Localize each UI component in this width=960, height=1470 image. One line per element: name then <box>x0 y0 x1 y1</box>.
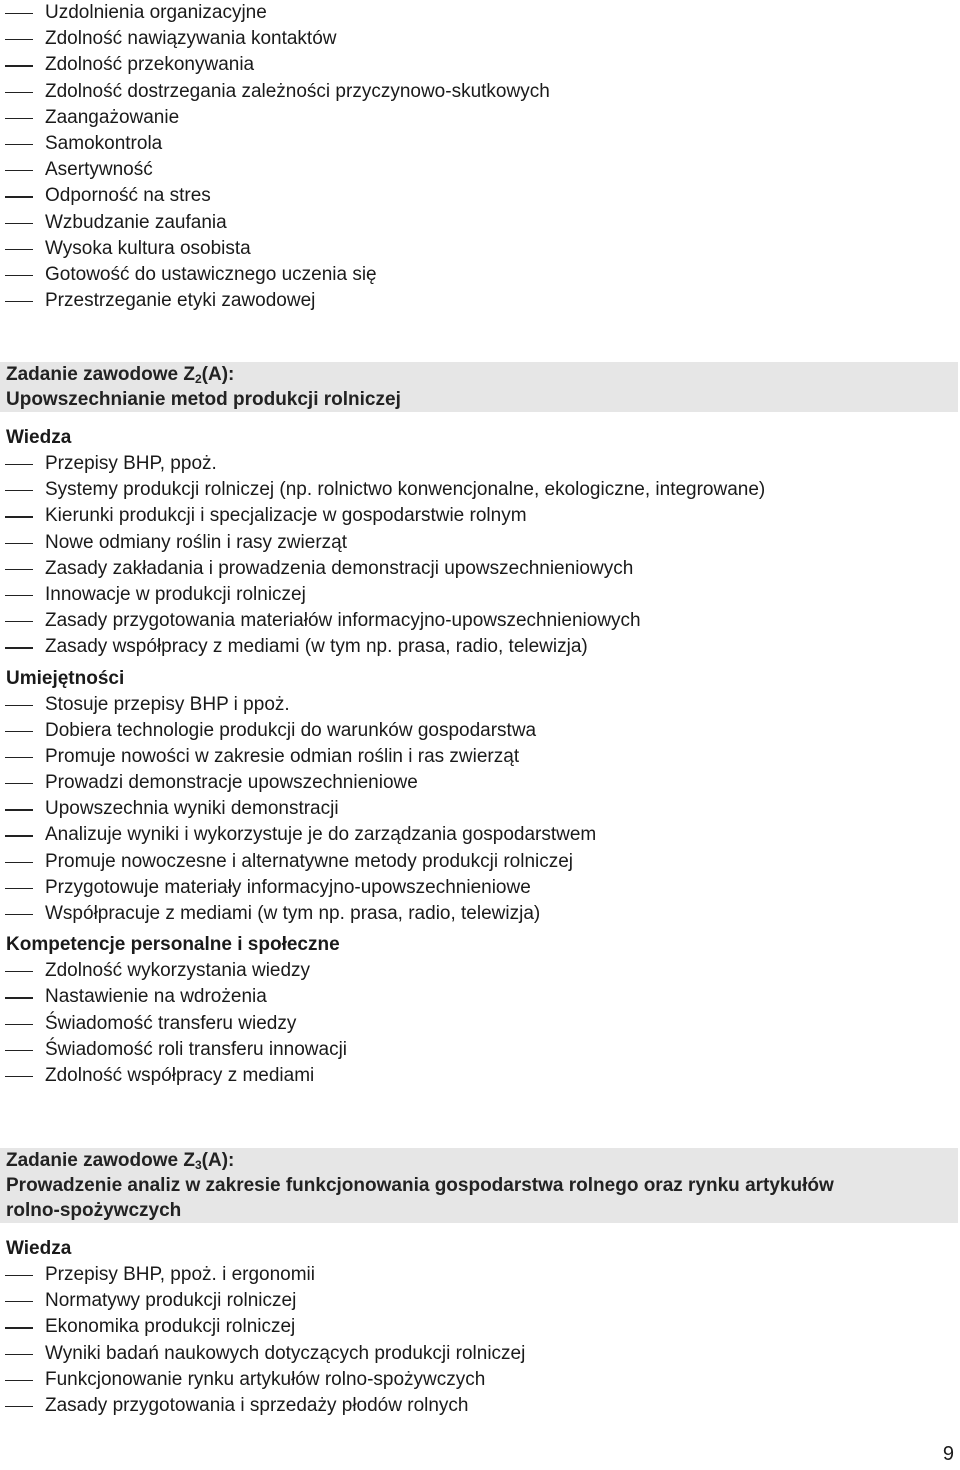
section-z2 <box>0 424 960 1089</box>
list-item: Przygotowuje materiały informacyjno-upowszechnieniowe <box>0 875 960 901</box>
list-item: Upowszechnia wyniki demonstracji <box>0 796 960 822</box>
category-wiedza-z2: Wiedza <box>6 427 72 448</box>
list-item: Przepisy BHP, ppoż. <box>0 451 960 477</box>
list-item: Świadomość roli transferu innowacji <box>0 1037 960 1063</box>
list-item: Nowe odmiany roślin i rasy zwierząt <box>0 530 960 556</box>
list-item: Stosuje przepisy BHP i ppoż. <box>0 692 960 718</box>
list-item: Zdolność wykorzystania wiedzy <box>0 958 960 984</box>
list-item: Funkcjonowanie rynku artykułów rolno-spożywczych <box>0 1367 960 1393</box>
task-z3-title-line2: rolno-spożywczych <box>6 1200 182 1221</box>
list-item: Samokontrola <box>0 131 960 157</box>
task-z3-prefix: Zadanie zawodowe Z <box>6 1150 195 1171</box>
list-item: Innowacje w produkcji rolniczej <box>0 582 960 608</box>
task-z2-sub: 2 <box>194 372 202 386</box>
list-item: Nastawienie na wdrożenia <box>0 984 960 1010</box>
list-item: Kierunki produkcji i specjalizacje w gospodarstwie rolnym <box>0 503 960 529</box>
list-item: Przepisy BHP, ppoż. i ergonomii <box>0 1262 960 1288</box>
list-item: Wysoka kultura osobista <box>0 236 960 262</box>
list-item: Uzdolnienia organizacyjne <box>0 0 960 26</box>
task-header-z2 <box>0 362 958 412</box>
list-item: Gotowość do ustawicznego uczenia się <box>0 262 960 288</box>
list-wiedza-z2 <box>0 451 960 661</box>
list-item: Zdolność nawiązywania kontaktów <box>0 26 960 52</box>
list-umiejetnosci-z2 <box>0 692 960 928</box>
list-item: Asertywność <box>0 157 960 183</box>
list-item: Zasady współpracy z mediami (w tym np. prasa, radio, telewizja) <box>0 634 960 660</box>
list-kompetencje-z2 <box>0 958 960 1089</box>
page-number: 9 <box>942 1443 954 1465</box>
list-item: Odporność na stres <box>0 183 960 209</box>
task-z3-sub: 3 <box>194 1158 202 1172</box>
list-item: Zdolność przekonywania <box>0 52 960 78</box>
list-item: Świadomość transferu wiedzy <box>0 1011 960 1037</box>
list-item: Wzbudzanie zaufania <box>0 210 960 236</box>
list-item: Zasady zakładania i prowadzenia demonstracji upowszechnieniowych <box>0 556 960 582</box>
list-item: Przestrzeganie etyki zawodowej <box>0 288 960 314</box>
list-item: Prowadzi demonstracje upowszechnieniowe <box>0 770 960 796</box>
section-z3 <box>0 1235 960 1419</box>
list-top <box>0 0 960 314</box>
list-item: Zaangażowanie <box>0 105 960 131</box>
list-item: Ekonomika produkcji rolniczej <box>0 1314 960 1340</box>
task-z2-title: Upowszechnianie metod produkcji rolniczej <box>6 389 401 410</box>
list-item: Analizuje wyniki i wykorzystuje je do zarządzania gospodarstwem <box>0 822 960 848</box>
task-z2-prefix: Zadanie zawodowe Z <box>6 364 195 385</box>
list-item: Zasady przygotowania i sprzedaży płodów rolnych <box>0 1393 960 1419</box>
category-kompetencje-z2: Kompetencje personalne i społeczne <box>6 934 340 956</box>
task-z2-suffix: (A): <box>201 364 235 385</box>
list-item: Zdolność współpracy z mediami <box>0 1063 960 1089</box>
list-item: Zdolność dostrzegania zależności przyczynowo-skutkowych <box>0 79 960 105</box>
category-umiejetnosci-z2: Umiejętności <box>6 667 125 689</box>
list-item: Systemy produkcji rolniczej (np. rolnictwo konwencjonalne, ekologiczne, integrowane) <box>0 477 960 503</box>
category-wiedza-z3: Wiedza <box>6 1238 72 1259</box>
list-item: Współpracuje z mediami (w tym np. prasa, radio, telewizja) <box>0 901 960 927</box>
list-item: Promuje nowoczesne i alternatywne metody produkcji rolniczej <box>0 849 960 875</box>
list-item: Promuje nowości w zakresie odmian roślin i ras zwierząt <box>0 744 960 770</box>
list-item: Normatywy produkcji rolniczej <box>0 1288 960 1314</box>
list-item: Wyniki badań naukowych dotyczących produkcji rolniczej <box>0 1341 960 1367</box>
list-item: Zasady przygotowania materiałów informacyjno-upowszechnieniowych <box>0 608 960 634</box>
task-header-z3 <box>0 1148 958 1223</box>
task-z3-title-line1: Prowadzenie analiz w zakresie funkcjonowania gospodarstwa rolnego oraz rynku artykułów <box>6 1175 834 1196</box>
list-item: Dobiera technologie produkcji do warunków gospodarstwa <box>0 718 960 744</box>
task-z3-suffix: (A): <box>201 1150 235 1171</box>
list-wiedza-z3 <box>0 1262 960 1419</box>
